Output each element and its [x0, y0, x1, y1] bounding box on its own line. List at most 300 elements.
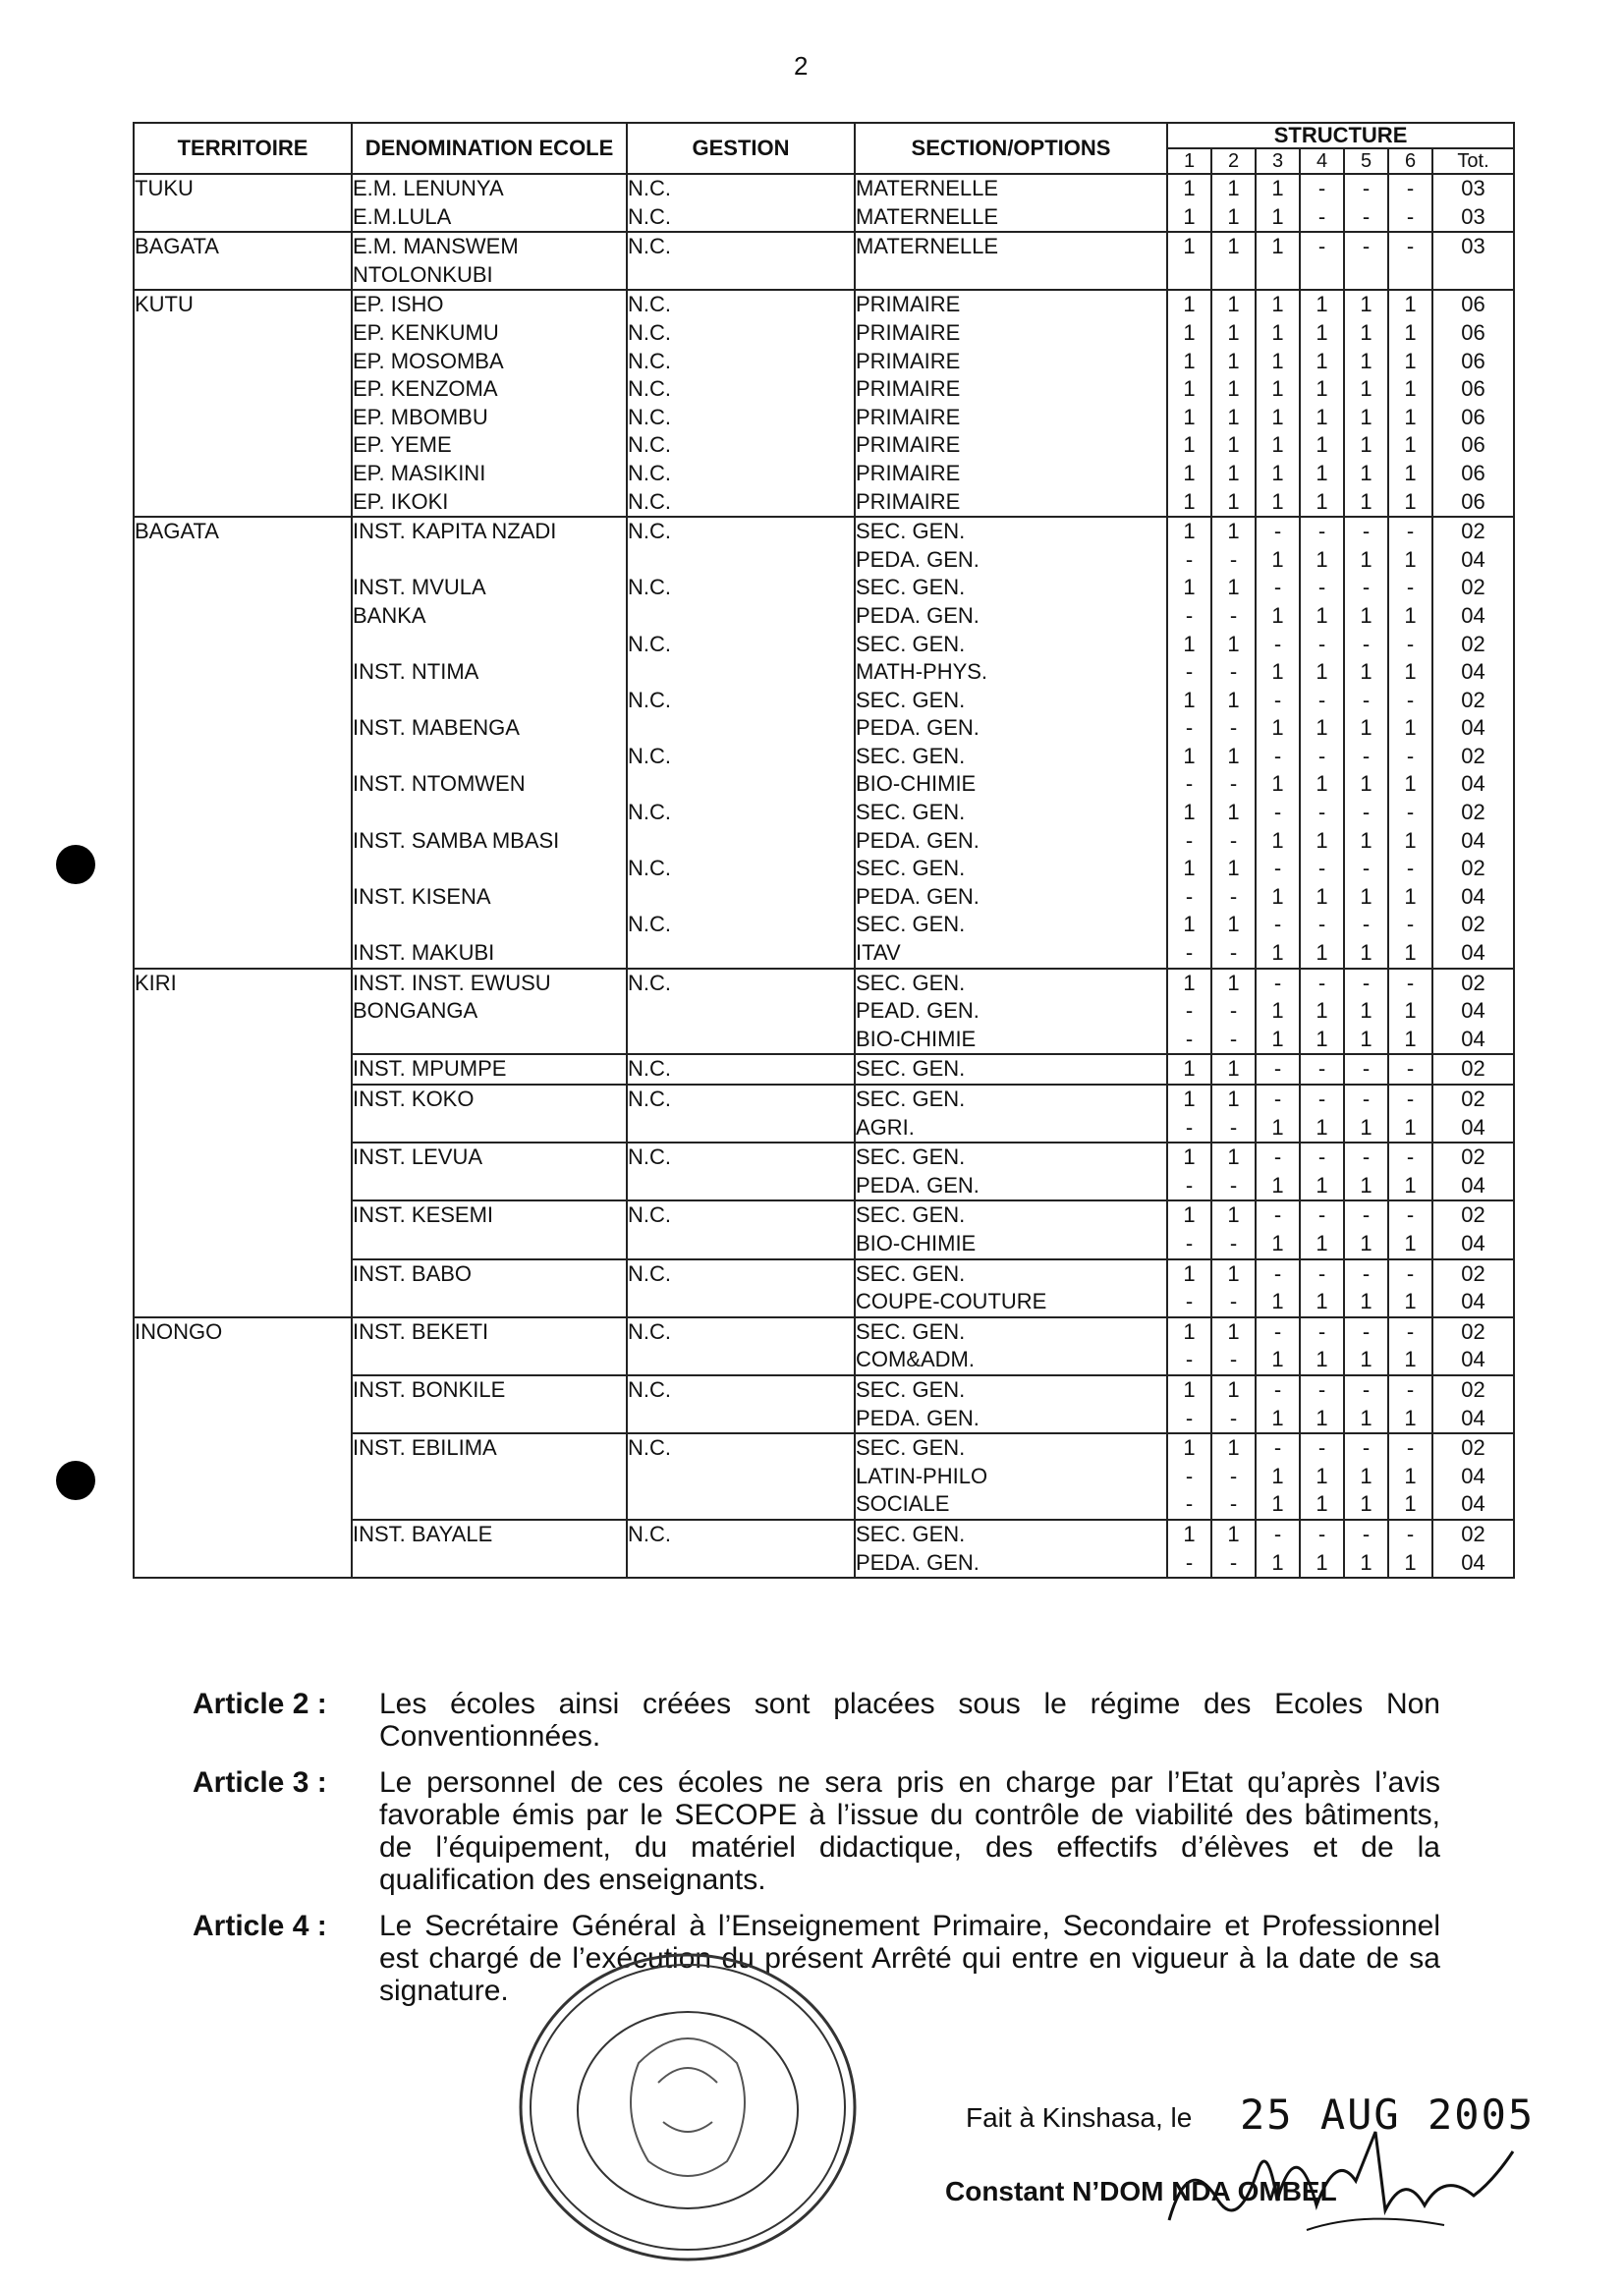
structure-cell-6	[1388, 290, 1432, 517]
structure-value: -	[1229, 1114, 1238, 1140]
table-row	[134, 290, 1514, 517]
structure-total: 04	[1461, 602, 1485, 628]
structure-value: 1	[1316, 771, 1328, 797]
territoire-cell	[134, 174, 352, 232]
gestion-value	[628, 714, 854, 743]
structure-value: 1	[1183, 912, 1196, 937]
structure-total: 04	[1461, 827, 1485, 853]
section-cell	[855, 174, 1167, 232]
structure-value: -	[1317, 234, 1326, 259]
structure-value: -	[1406, 743, 1415, 768]
school-name	[353, 631, 626, 659]
handwritten-signature-icon	[1149, 2112, 1523, 2250]
school-name: EP. MASIKINI	[353, 460, 486, 485]
school-name: INST. MVULA	[353, 575, 486, 600]
structure-total-cell	[1432, 1520, 1514, 1578]
gestion-value	[628, 602, 854, 631]
structure-cell-6	[1388, 1200, 1432, 1258]
structure-total: 02	[1461, 1144, 1485, 1170]
signer-name: Constant N’DOM NDA OMBEL	[945, 2176, 1337, 2206]
school-name: EP. MOSOMBA	[353, 348, 504, 373]
structure-cell-5	[1344, 1433, 1388, 1520]
structure-value: 1	[1404, 883, 1417, 909]
structure-value: -	[1317, 1435, 1326, 1461]
structure-total-cell	[1432, 1143, 1514, 1200]
structure-cell-6	[1388, 969, 1432, 1055]
structure-value: 1	[1227, 1144, 1240, 1170]
structure-value: 1	[1404, 488, 1417, 514]
structure-total-cell	[1432, 232, 1514, 290]
structure-cell-6	[1388, 1054, 1432, 1085]
structure-value: 1	[1227, 176, 1240, 200]
structure-cell-4	[1300, 1143, 1344, 1200]
structure-total: 06	[1461, 432, 1485, 458]
structure-value: 1	[1316, 488, 1328, 514]
structure-value: -	[1185, 1463, 1194, 1488]
structure-value: -	[1185, 1114, 1194, 1140]
structure-cell-6	[1388, 1520, 1432, 1578]
structure-value: 1	[1183, 800, 1196, 825]
structure-value: -	[1185, 1026, 1194, 1051]
structure-value: -	[1362, 687, 1371, 712]
structure-value: -	[1229, 940, 1238, 966]
structure-value: 1	[1271, 292, 1284, 317]
section-line: MATH-PHYS.	[856, 659, 988, 685]
structure-total: 02	[1461, 800, 1485, 825]
section-cell	[855, 1054, 1167, 1085]
school-name: E.M. LENUNYA	[353, 176, 504, 200]
structure-value: 1	[1404, 432, 1417, 458]
structure-total: 02	[1461, 1435, 1485, 1461]
structure-value: 1	[1271, 348, 1284, 373]
school-name: INST. MABENGA	[353, 715, 520, 741]
article-text: Le personnel de ces écoles ne sera pris en charge par l’Etat qu’après l’avis favorable émis par le SECOPE à l’issue du contrôle de viabilité des bâtiments, de l’équipement, du matériel didactique, des effectifs d’élèves et de la qualification des enseignants.	[379, 1766, 1440, 1896]
gestion-value: N.C.	[628, 575, 671, 600]
structure-value: 1	[1316, 1289, 1328, 1314]
structure-total: 04	[1461, 659, 1485, 685]
structure-cell-3	[1256, 1259, 1300, 1317]
structure-cell-3	[1256, 1375, 1300, 1433]
gestion-value: N.C.	[628, 687, 671, 712]
section-line: PRIMAIRE	[856, 404, 961, 429]
structure-total: 06	[1461, 488, 1485, 514]
structure-value: 1	[1360, 319, 1372, 345]
structure-cell-2	[1211, 1317, 1256, 1375]
section-line: PRIMAIRE	[856, 376, 961, 402]
structure-value: 1	[1227, 856, 1240, 881]
school-cell	[352, 174, 627, 232]
school-name: INST. BAYALE	[353, 1521, 493, 1546]
structure-value: -	[1406, 1056, 1415, 1082]
structure-value: 1	[1183, 1435, 1196, 1461]
structure-cell-1	[1167, 1259, 1211, 1317]
structure-value: 1	[1227, 488, 1240, 514]
structure-value: 1	[1316, 546, 1328, 572]
structure-value: 1	[1183, 203, 1196, 229]
structure-total: 02	[1461, 687, 1485, 712]
structure-value: -	[1317, 176, 1326, 200]
structure-value: 1	[1227, 575, 1240, 600]
school-name: E.M.LULA	[353, 203, 452, 229]
structure-value: 1	[1316, 1405, 1328, 1430]
structure-value: 1	[1183, 856, 1196, 881]
structure-cell-6	[1388, 1317, 1432, 1375]
structure-total: 04	[1461, 1405, 1485, 1430]
structure-value: -	[1317, 1318, 1326, 1344]
school-cell	[352, 1200, 627, 1258]
structure-value: 1	[1360, 348, 1372, 373]
structure-value: -	[1185, 1405, 1194, 1430]
gestion-cell	[627, 1317, 855, 1375]
structure-cell-4	[1300, 969, 1344, 1055]
structure-value: 1	[1316, 460, 1328, 485]
structure-value: 1	[1404, 602, 1417, 628]
structure-value: 1	[1271, 940, 1284, 966]
structure-value: -	[1406, 687, 1415, 712]
structure-value: -	[1317, 743, 1326, 768]
school-cell	[352, 1520, 627, 1578]
structure-value: -	[1229, 883, 1238, 909]
section-line: PEDA. GEN.	[856, 546, 980, 572]
structure-total: 02	[1461, 1202, 1485, 1228]
section-line: SEC. GEN.	[856, 743, 966, 768]
school-name	[353, 687, 626, 715]
school-name: INST. NTOMWEN	[353, 771, 526, 797]
schools-table	[133, 122, 1515, 1579]
structure-cell-2	[1211, 1259, 1256, 1317]
structure-value: 1	[1316, 404, 1328, 429]
section-cell	[855, 1317, 1167, 1375]
section-line: SEC. GEN.	[856, 1087, 966, 1111]
gestion-cell	[627, 1143, 855, 1200]
section-line: SEC. GEN.	[856, 1435, 966, 1461]
structure-value: 1	[1360, 1230, 1372, 1255]
structure-cell-3	[1256, 1520, 1300, 1578]
structure-value: 1	[1271, 546, 1284, 572]
structure-value: 1	[1227, 292, 1240, 317]
gestion-value: N.C.	[628, 376, 671, 402]
structure-value: -	[1406, 1376, 1415, 1402]
structure-value: 1	[1404, 1491, 1417, 1517]
structure-value: -	[1229, 1172, 1238, 1198]
structure-total: 02	[1461, 1056, 1485, 1082]
place-date-label: Fait à Kinshasa, le	[966, 2102, 1193, 2133]
structure-value: 1	[1271, 234, 1284, 259]
territoire-name: TUKU	[135, 176, 194, 200]
section-line: AGRI.	[856, 1114, 915, 1140]
structure-total: 02	[1461, 575, 1485, 600]
structure-total: 04	[1461, 1491, 1485, 1517]
structure-value: 1	[1404, 1230, 1417, 1255]
gestion-cell	[627, 232, 855, 290]
school-name	[353, 743, 626, 771]
col-territoire: TERRITOIRE	[134, 123, 352, 174]
school-cell	[352, 1375, 627, 1433]
structure-cell-4	[1300, 1433, 1344, 1520]
structure-cell-3	[1256, 1054, 1300, 1085]
structure-cell-5	[1344, 1520, 1388, 1578]
school-cell	[352, 290, 627, 517]
structure-value: 1	[1360, 546, 1372, 572]
structure-value: 1	[1316, 883, 1328, 909]
school-cell	[352, 232, 627, 290]
structure-value: 1	[1183, 234, 1196, 259]
gestion-value: N.C.	[628, 1435, 671, 1461]
section-line: SEC. GEN.	[856, 1202, 966, 1228]
structure-value: 1	[1227, 631, 1240, 656]
structure-value: -	[1317, 1260, 1326, 1286]
col-gestion: GESTION	[627, 123, 855, 174]
structure-value: -	[1273, 687, 1282, 712]
structure-total: 04	[1461, 1026, 1485, 1051]
structure-value: -	[1406, 203, 1415, 229]
structure-value: 1	[1183, 176, 1196, 200]
structure-value: -	[1406, 856, 1415, 881]
structure-value: 1	[1271, 488, 1284, 514]
structure-cell-3	[1256, 174, 1300, 232]
structure-value: -	[1362, 1260, 1371, 1286]
structure-value: 1	[1271, 376, 1284, 402]
structure-value: -	[1317, 1202, 1326, 1228]
structure-value: -	[1317, 856, 1326, 881]
structure-value: 1	[1404, 1463, 1417, 1488]
gestion-value: N.C.	[628, 1087, 671, 1111]
structure-value: 1	[1183, 1521, 1196, 1546]
structure-total-cell	[1432, 1054, 1514, 1085]
structure-value: -	[1185, 1549, 1194, 1575]
structure-value: -	[1406, 234, 1415, 259]
structure-value: -	[1273, 1260, 1282, 1286]
structure-total: 03	[1461, 234, 1485, 259]
structure-value: 1	[1316, 376, 1328, 402]
structure-total: 04	[1461, 715, 1485, 741]
gestion-value: N.C.	[628, 800, 671, 825]
structure-cell-1	[1167, 1143, 1211, 1200]
gestion-cell	[627, 1375, 855, 1433]
territoire-name: BAGATA	[135, 234, 219, 259]
structure-cell-4	[1300, 1054, 1344, 1085]
structure-value: -	[1362, 1435, 1371, 1461]
structure-value: 1	[1271, 1463, 1284, 1488]
structure-value: 1	[1271, 1405, 1284, 1430]
school-name: INST. EBILIMA	[353, 1435, 497, 1461]
structure-value: 1	[1360, 432, 1372, 458]
structure-value: 1	[1183, 404, 1196, 429]
structure-value: 1	[1360, 292, 1372, 317]
col-structure-4: 4	[1300, 148, 1344, 174]
section-line: PEDA. GEN.	[856, 883, 980, 909]
structure-cell-5	[1344, 290, 1388, 517]
structure-value: -	[1362, 743, 1371, 768]
structure-value: -	[1362, 912, 1371, 937]
structure-value: 1	[1271, 1172, 1284, 1198]
structure-value: 1	[1404, 460, 1417, 485]
structure-value: 1	[1404, 319, 1417, 345]
structure-cell-1	[1167, 1054, 1211, 1085]
structure-value: -	[1229, 546, 1238, 572]
structure-cell-1	[1167, 1317, 1211, 1375]
structure-value: 1	[1404, 659, 1417, 685]
structure-value: -	[1229, 1549, 1238, 1575]
structure-cell-5	[1344, 1085, 1388, 1143]
structure-value: 1	[1227, 1521, 1240, 1546]
structure-value: -	[1273, 1056, 1282, 1082]
official-seal-icon	[511, 1945, 865, 2269]
structure-value: -	[1185, 998, 1194, 1024]
structure-value: -	[1273, 912, 1282, 937]
structure-cell-5	[1344, 1143, 1388, 1200]
structure-total: 06	[1461, 460, 1485, 485]
col-structure: STRUCTURE	[1167, 123, 1514, 148]
structure-value: 1	[1316, 602, 1328, 628]
structure-value: 1	[1227, 234, 1240, 259]
gestion-value: N.C.	[628, 1056, 671, 1082]
school-name: BONGANGA	[353, 998, 478, 1024]
structure-value: -	[1185, 1172, 1194, 1198]
structure-cell-6	[1388, 1143, 1432, 1200]
structure-value: -	[1273, 1144, 1282, 1170]
structure-value: 1	[1404, 827, 1417, 853]
structure-total: 06	[1461, 376, 1485, 402]
structure-cell-1	[1167, 969, 1211, 1055]
structure-total: 03	[1461, 176, 1485, 200]
school-cell	[352, 1317, 627, 1375]
structure-total: 04	[1461, 998, 1485, 1024]
section-line: SOCIALE	[856, 1491, 950, 1517]
gestion-value: N.C.	[628, 631, 671, 656]
structure-value: -	[1317, 519, 1326, 544]
structure-value: 1	[1271, 203, 1284, 229]
structure-value: 1	[1316, 292, 1328, 317]
col-structure-total: Tot.	[1432, 148, 1514, 174]
structure-value: 1	[1360, 488, 1372, 514]
structure-value: -	[1317, 1087, 1326, 1111]
structure-cell-1	[1167, 1200, 1211, 1258]
structure-value: -	[1273, 1202, 1282, 1228]
gestion-cell	[627, 1085, 855, 1143]
structure-value: 1	[1316, 998, 1328, 1024]
structure-value: -	[1273, 743, 1282, 768]
structure-total: 02	[1461, 1087, 1485, 1111]
structure-total: 04	[1461, 883, 1485, 909]
section-cell	[855, 1375, 1167, 1433]
structure-value: 1	[1183, 348, 1196, 373]
structure-value: 1	[1227, 1260, 1240, 1286]
structure-value: -	[1406, 1144, 1415, 1170]
structure-value: 1	[1404, 404, 1417, 429]
structure-total-cell	[1432, 1085, 1514, 1143]
structure-value: 1	[1360, 1549, 1372, 1575]
structure-value: 1	[1227, 1376, 1240, 1402]
section-line: PRIMAIRE	[856, 292, 961, 317]
structure-cell-5	[1344, 1200, 1388, 1258]
structure-value: -	[1273, 575, 1282, 600]
structure-cell-5	[1344, 1317, 1388, 1375]
territoire-name: KIRI	[135, 970, 177, 995]
structure-cell-1	[1167, 1085, 1211, 1143]
section-cell	[855, 969, 1167, 1055]
structure-value: 1	[1227, 912, 1240, 937]
structure-total: 02	[1461, 970, 1485, 995]
structure-value: 1	[1360, 1114, 1372, 1140]
section-line: COUPE-COUTURE	[856, 1289, 1047, 1314]
page-number: 2	[794, 51, 809, 81]
structure-value: 1	[1227, 1202, 1240, 1228]
structure-value: -	[1273, 800, 1282, 825]
section-line: SEC. GEN.	[856, 1056, 966, 1082]
gestion-value: N.C.	[628, 404, 671, 429]
school-name: INST. MAKUBI	[353, 940, 495, 966]
gestion-value: N.C.	[628, 1521, 671, 1546]
structure-value: -	[1317, 800, 1326, 825]
school-cell	[352, 1433, 627, 1520]
structure-total-cell	[1432, 1433, 1514, 1520]
section-line: PEAD. GEN.	[856, 998, 980, 1024]
section-line: PRIMAIRE	[856, 460, 961, 485]
structure-value: 1	[1360, 1347, 1372, 1372]
structure-value: 1	[1271, 602, 1284, 628]
section-cell	[855, 1200, 1167, 1258]
structure-value: -	[1362, 1318, 1371, 1344]
gestion-value: N.C.	[628, 488, 671, 514]
structure-total-cell	[1432, 1200, 1514, 1258]
school-name: EP. KENKUMU	[353, 319, 499, 345]
structure-value: -	[1406, 1318, 1415, 1344]
structure-value: -	[1362, 1521, 1371, 1546]
structure-value: 1	[1183, 432, 1196, 458]
structure-value: 1	[1183, 575, 1196, 600]
structure-cell-1	[1167, 1520, 1211, 1578]
structure-value: 1	[1360, 1289, 1372, 1314]
school-name	[353, 546, 626, 575]
territoire-cell	[134, 232, 352, 290]
structure-value: 1	[1404, 940, 1417, 966]
structure-cell-1	[1167, 174, 1211, 232]
section-line: SEC. GEN.	[856, 856, 966, 881]
punch-hole-icon	[56, 845, 95, 884]
structure-value: 1	[1227, 432, 1240, 458]
structure-value: -	[1185, 827, 1194, 853]
gestion-value	[628, 827, 854, 856]
structure-cell-2	[1211, 1433, 1256, 1520]
structure-value: 1	[1360, 827, 1372, 853]
section-cell	[855, 1433, 1167, 1520]
structure-value: -	[1406, 631, 1415, 656]
section-line: SEC. GEN.	[856, 631, 966, 656]
table-row	[134, 174, 1514, 232]
gestion-cell	[627, 1054, 855, 1085]
school-name: E.M. MANSWEM	[353, 234, 519, 259]
school-name: INST. KISENA	[353, 883, 491, 909]
structure-value: 1	[1227, 1318, 1240, 1344]
structure-value: 1	[1360, 404, 1372, 429]
structure-value: -	[1229, 1289, 1238, 1314]
structure-cell-3	[1256, 969, 1300, 1055]
structure-cell-2	[1211, 969, 1256, 1055]
school-name	[353, 855, 626, 883]
structure-value: -	[1185, 1289, 1194, 1314]
structure-total: 02	[1461, 912, 1485, 937]
structure-value: -	[1406, 575, 1415, 600]
gestion-value: N.C.	[628, 519, 671, 544]
structure-value: 1	[1271, 715, 1284, 741]
structure-total: 03	[1461, 203, 1485, 229]
structure-value: -	[1362, 234, 1371, 259]
structure-value: -	[1406, 970, 1415, 995]
structure-value: 1	[1360, 376, 1372, 402]
gestion-value	[628, 546, 854, 575]
structure-value: 1	[1227, 970, 1240, 995]
